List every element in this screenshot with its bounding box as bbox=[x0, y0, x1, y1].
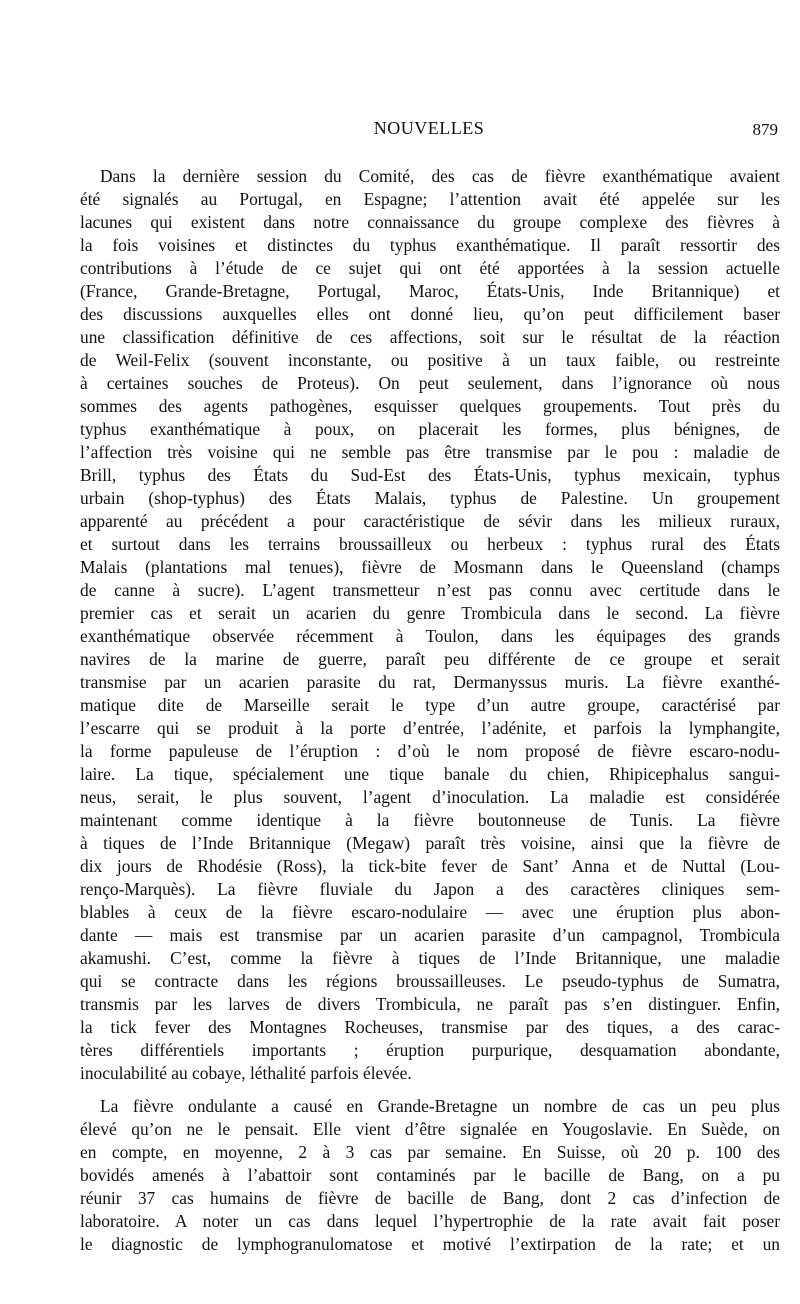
text-line: dix jours de Rhodésie (Ross), la tick-bite fever de Sant’ Anna et de Nuttal (Lou- bbox=[80, 856, 780, 876]
text-line: maintenant comme identique à la fièvre boutonneuse de Tunis. La fièvre bbox=[80, 810, 780, 830]
text-line: premier cas et serait un acarien du genre Trombicula dans le second. La fièvre bbox=[80, 603, 780, 623]
text-line: le diagnostic de lymphogranulomatose et motivé l’extirpation de la rate; et un bbox=[80, 1234, 780, 1254]
text-line: la tick fever des Montagnes Rocheuses, transmise par des tiques, a des carac- bbox=[80, 1017, 780, 1037]
text-line: la forme papuleuse de l’éruption : d’où le nom proposé de fièvre escaro-nodu- bbox=[80, 741, 780, 761]
running-header bbox=[80, 118, 778, 148]
text-line: typhus exanthématique à poux, on placerait les formes, plus bénignes, de bbox=[80, 419, 780, 439]
text-line: transmise par un acarien parasite du rat, Dermanyssus muris. La fièvre exanthé- bbox=[80, 672, 780, 692]
text-line: inoculabilité au cobaye, léthalité parfois élevée. bbox=[80, 1063, 412, 1083]
page-number: 879 bbox=[752, 120, 778, 139]
paragraph-exanthematic-fever bbox=[80, 165, 780, 1085]
text-line: lacunes qui existent dans notre connaissance du groupe complexe des fièvres à bbox=[80, 212, 780, 232]
text-line: contributions à l’étude de ce sujet qui ont été apportées à la session actuelle bbox=[80, 258, 780, 278]
running-title: NOUVELLES bbox=[373, 118, 485, 138]
text-line: Brill, typhus des États du Sud-Est des États-Unis, typhus mexicain, typhus bbox=[80, 465, 780, 485]
paragraph-undulant-fever bbox=[80, 1095, 780, 1256]
text-line: bovidés amenés à l’abattoir sont contaminés par le bacille de Bang, on a pu bbox=[80, 1165, 780, 1185]
text-line: en compte, en moyenne, 2 à 3 cas par semaine. En Suisse, où 20 p. 100 des bbox=[80, 1142, 780, 1162]
text-line: à tiques de l’Inde Britannique (Megaw) paraît très voisine, ainsi que la fièvre de bbox=[80, 833, 780, 853]
text-line: urbain (shop-typhus) des États Malais, typhus de Palestine. Un groupement bbox=[80, 488, 780, 508]
text-line: transmis par les larves de divers Trombicula, ne paraît pas s’en distinguer. Enfin, bbox=[80, 994, 780, 1014]
text-line: exanthématique observée récemment à Toulon, dans les équipages des grands bbox=[80, 626, 780, 646]
text-line: navires de la marine de guerre, paraît peu différente de ce groupe et serait bbox=[80, 649, 780, 669]
text-line: laboratoire. A noter un cas dans lequel l’hypertrophie de la rate avait fait poser bbox=[80, 1211, 780, 1231]
text-line: de Weil-Felix (souvent inconstante, ou positive à un taux faible, ou restreinte bbox=[80, 350, 780, 370]
text-line: akamushi. C’est, comme la fièvre à tiques de l’Inde Britannique, une maladie bbox=[80, 948, 780, 968]
text-line: matique dite de Marseille serait le type d’un autre groupe, caractérisé par bbox=[80, 695, 780, 715]
text-line: apparenté au précédent a pour caractéristique de sévir dans les milieux ruraux, bbox=[80, 511, 780, 531]
text-line: laire. La tique, spécialement une tique banale du chien, Rhipicephalus sangui- bbox=[80, 764, 780, 784]
text-line: l’escarre qui se produit à la porte d’entrée, l’adénite, et parfois la lymphangite, bbox=[80, 718, 780, 738]
text-line: blables à ceux de la fièvre escaro-nodulaire — avec une éruption plus abon- bbox=[80, 902, 780, 922]
text-line: qui se contracte dans les régions broussailleuses. Le pseudo-typhus de Sumatra, bbox=[80, 971, 780, 991]
text-line: Malais (plantations mal tenues), fièvre de Mosmann dans le Queensland (champs bbox=[80, 557, 780, 577]
text-line: réunir 37 cas humains de fièvre de bacille de Bang, dont 2 cas d’infection de bbox=[80, 1188, 780, 1208]
text-line: de canne à sucre). L’agent transmetteur n’est pas connu avec certitude dans le bbox=[80, 580, 780, 600]
text-line: neus, serait, le plus souvent, l’agent d’inoculation. La maladie est considérée bbox=[80, 787, 780, 807]
text-line: été signalés au Portugal, en Espagne; l’attention avait été appelée sur les bbox=[80, 189, 780, 209]
text-line: à certaines souches de Proteus). On peut seulement, dans l’ignorance où nous bbox=[80, 373, 780, 393]
text-line: élevé qu’on ne le pensait. Elle vient d’être signalée en Yougoslavie. En Suède, on bbox=[80, 1119, 780, 1139]
text-line: l’affection très voisine qui ne semble pas être transmise par le pou : maladie de bbox=[80, 442, 780, 462]
text-line: (France, Grande-Bretagne, Portugal, Maroc, États-Unis, Inde Britannique) et bbox=[80, 281, 780, 301]
text-line: tères différentiels importants ; éruption purpurique, desquamation abondante, bbox=[80, 1040, 780, 1060]
text-line: des discussions auxquelles elles ont donné lieu, qu’on peut difficilement baser bbox=[80, 304, 780, 324]
text-line: Dans la dernière session du Comité, des cas de fièvre exanthématique avaient bbox=[100, 166, 780, 186]
text-line: dante — mais est transmise par un acarien parasite d’un campagnol, Trombicula bbox=[80, 925, 780, 945]
text-line: une classification définitive de ces affections, soit sur le résultat de la réaction bbox=[80, 327, 780, 347]
text-line: La fièvre ondulante a causé en Grande-Bretagne un nombre de cas un peu plus bbox=[100, 1096, 780, 1116]
text-line: et surtout dans les terrains broussailleux ou herbeux : typhus rural des États bbox=[80, 534, 780, 554]
text-line: la fois voisines et distinctes du typhus exanthématique. Il paraît ressortir des bbox=[80, 235, 780, 255]
text-line: renço-Marquès). La fièvre fluviale du Japon a des caractères cliniques sem- bbox=[80, 879, 780, 899]
text-line: sommes des agents pathogènes, esquisser quelques groupements. Tout près du bbox=[80, 396, 780, 416]
